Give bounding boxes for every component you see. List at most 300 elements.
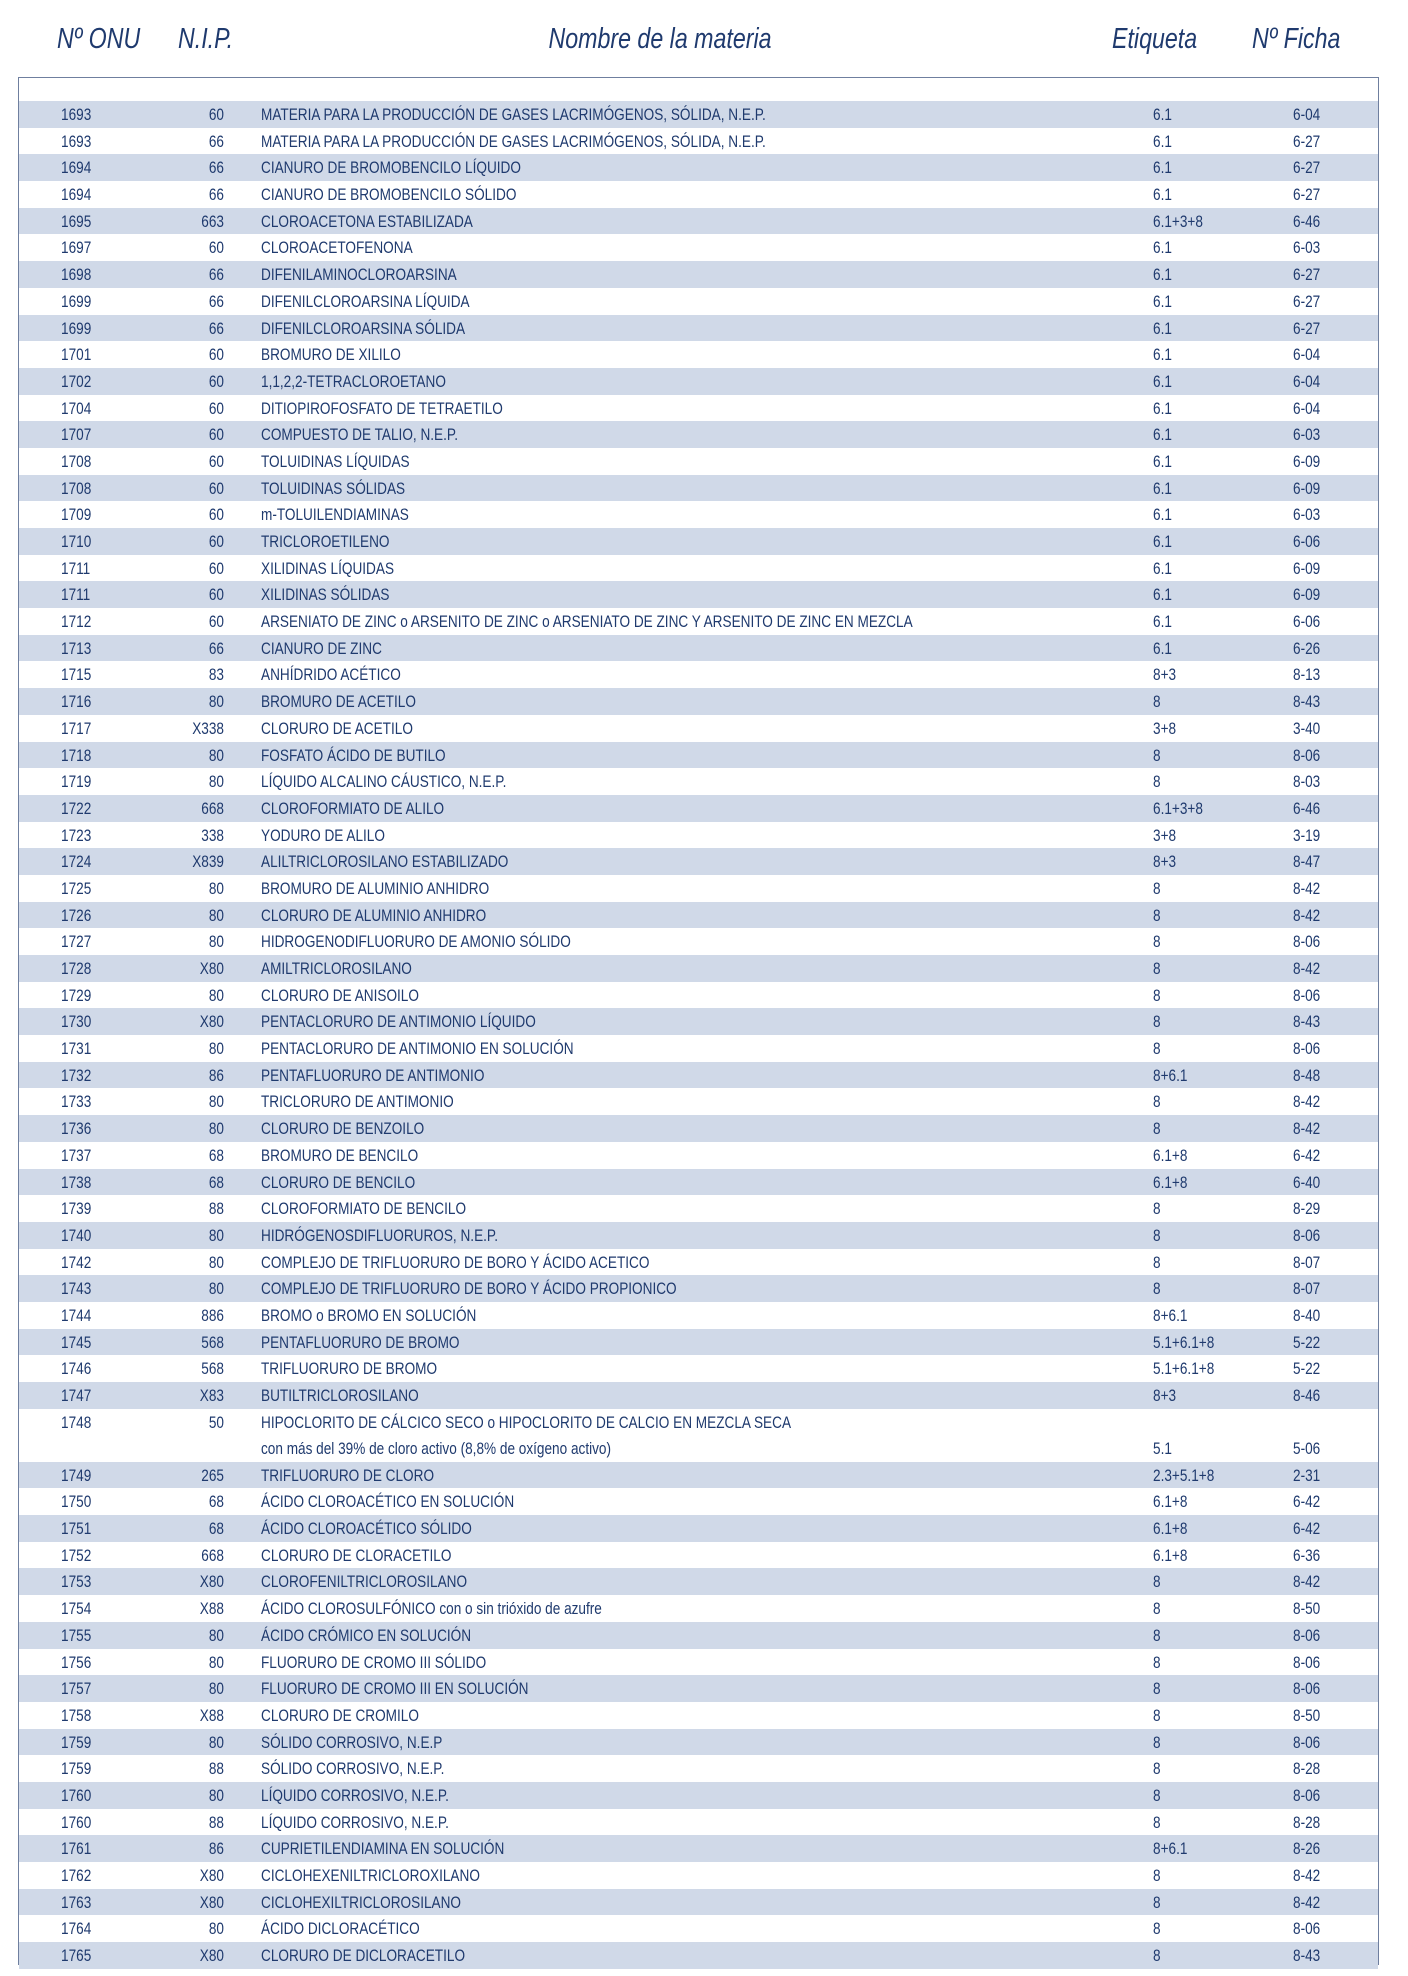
cell-ficha: 6-27 bbox=[1293, 291, 1321, 311]
cell-ficha: 6-09 bbox=[1293, 585, 1321, 605]
cell-name: CLOROFENILTRICLOROSILANO bbox=[261, 1572, 468, 1592]
table-row bbox=[19, 1355, 1378, 1382]
cell-ficha: 5-06 bbox=[1293, 1438, 1321, 1458]
cell-etiqueta: 6.1 bbox=[1153, 265, 1172, 285]
cell-name: TRICLOROETILENO bbox=[261, 532, 390, 551]
cell-name: CLORURO DE CLORACETILO bbox=[261, 1545, 452, 1565]
table-body bbox=[19, 101, 1378, 1969]
cell-etiqueta: 8 bbox=[1153, 1705, 1161, 1725]
cell-onu: 1756 bbox=[61, 1652, 92, 1672]
cell-onu: 1758 bbox=[61, 1705, 92, 1725]
cell-ficha: 8-06 bbox=[1293, 1919, 1321, 1939]
cell-nip: 68 bbox=[208, 1492, 224, 1512]
cell-name: CLORURO DE DICLORACETILO bbox=[261, 1946, 466, 1966]
table-row bbox=[19, 1942, 1378, 1969]
cell-nip: 66 bbox=[208, 265, 224, 285]
cell-ficha: 8-06 bbox=[1293, 1732, 1321, 1752]
cell-etiqueta: 5.1+6.1+8 bbox=[1153, 1359, 1215, 1379]
cell-ficha: 5-22 bbox=[1293, 1332, 1321, 1352]
cell-nip: 568 bbox=[201, 1332, 224, 1352]
cell-ficha: 3-40 bbox=[1293, 718, 1321, 738]
cell-etiqueta: 8 bbox=[1153, 772, 1161, 792]
cell-ficha: 8-06 bbox=[1293, 1652, 1321, 1672]
cell-ficha: 6-27 bbox=[1293, 265, 1321, 285]
table-row bbox=[19, 1782, 1378, 1809]
table-row bbox=[19, 1755, 1378, 1782]
table-row bbox=[19, 1249, 1378, 1276]
cell-ficha: 8-42 bbox=[1293, 959, 1321, 978]
cell-nip: 265 bbox=[201, 1465, 224, 1485]
cell-etiqueta: 8 bbox=[1153, 1625, 1161, 1645]
cell-ficha: 8-06 bbox=[1293, 1039, 1321, 1059]
cell-onu: 1763 bbox=[61, 1892, 92, 1912]
cell-name: DIFENILCLOROARSINA LÍQUIDA bbox=[261, 291, 470, 311]
cell-ficha: 6-04 bbox=[1293, 345, 1321, 365]
table-row bbox=[19, 688, 1378, 715]
cell-onu: 1743 bbox=[61, 1279, 92, 1299]
cell-nip: 80 bbox=[208, 1625, 224, 1645]
cell-nip: 80 bbox=[208, 1652, 224, 1672]
cell-ficha: 6-09 bbox=[1293, 558, 1321, 578]
materials-table bbox=[18, 77, 1379, 1965]
cell-nip: 338 bbox=[201, 825, 224, 845]
cell-nip: 60 bbox=[208, 585, 224, 605]
cell-ficha: 6-03 bbox=[1293, 238, 1321, 258]
cell-onu: 1764 bbox=[61, 1919, 92, 1939]
cell-name: CLORURO DE ACETILO bbox=[261, 718, 413, 738]
cell-name: HIDRÓGENOSDIFLUORUROS, N.E.P. bbox=[261, 1225, 499, 1245]
cell-onu: 1709 bbox=[61, 505, 92, 525]
cell-nip: 80 bbox=[208, 1092, 224, 1112]
cell-etiqueta: 8 bbox=[1153, 1866, 1161, 1885]
cell-onu: 1722 bbox=[61, 798, 92, 818]
table-row bbox=[19, 1115, 1378, 1142]
cell-onu: 1746 bbox=[61, 1359, 92, 1379]
cell-name: CLORURO DE BENZOILO bbox=[261, 1119, 425, 1139]
table-row bbox=[19, 1062, 1378, 1089]
cell-etiqueta: 6.1+8 bbox=[1153, 1492, 1188, 1512]
cell-onu: 1697 bbox=[61, 238, 92, 258]
cell-etiqueta: 6.1 bbox=[1153, 371, 1172, 391]
cell-onu: 1699 bbox=[61, 291, 92, 311]
table-row bbox=[19, 1515, 1378, 1542]
cell-nip: 80 bbox=[208, 1225, 224, 1245]
cell-onu: 1757 bbox=[61, 1679, 92, 1699]
cell-name: ALILTRICLOROSILANO ESTABILIZADO bbox=[261, 852, 509, 872]
cell-etiqueta: 6.1+3+8 bbox=[1153, 211, 1203, 231]
table-row bbox=[19, 1595, 1378, 1622]
cell-nip: 80 bbox=[208, 1679, 224, 1699]
cell-ficha: 6-42 bbox=[1293, 1519, 1321, 1539]
cell-etiqueta: 6.1+8 bbox=[1153, 1545, 1188, 1565]
table-row bbox=[19, 1088, 1378, 1115]
cell-etiqueta: 6.1+8 bbox=[1153, 1172, 1188, 1192]
cell-nip: 80 bbox=[208, 905, 224, 925]
cell-etiqueta: 8 bbox=[1153, 1946, 1161, 1966]
table-row bbox=[19, 181, 1378, 208]
table-row bbox=[19, 608, 1378, 635]
cell-name: CLORURO DE ANISOILO bbox=[261, 985, 419, 1005]
cell-name: XILIDINAS SÓLIDAS bbox=[261, 585, 390, 605]
cell-etiqueta: 8 bbox=[1153, 1599, 1161, 1619]
cell-etiqueta: 6.1 bbox=[1153, 158, 1172, 178]
cell-ficha: 6-40 bbox=[1293, 1172, 1321, 1192]
table-row bbox=[19, 1889, 1378, 1916]
cell-etiqueta: 6.1 bbox=[1153, 425, 1172, 445]
cell-etiqueta: 5.1 bbox=[1153, 1438, 1172, 1458]
cell-ficha: 3-19 bbox=[1293, 825, 1321, 845]
cell-onu: 1752 bbox=[61, 1545, 92, 1565]
cell-etiqueta: 6.1+3+8 bbox=[1153, 798, 1203, 818]
cell-nip: 80 bbox=[208, 1252, 224, 1272]
table-row bbox=[19, 128, 1378, 155]
cell-name: CLORURO DE ALUMINIO ANHIDRO bbox=[261, 905, 487, 925]
cell-name: CLORURO DE BENCILO bbox=[261, 1172, 416, 1192]
cell-onu: 1695 bbox=[61, 211, 92, 231]
cell-nip: 668 bbox=[201, 798, 224, 818]
cell-etiqueta: 8 bbox=[1153, 932, 1161, 952]
cell-name: LÍQUIDO CORROSIVO, N.E.P. bbox=[261, 1812, 449, 1832]
cell-name: FLUORURO DE CROMO III SÓLIDO bbox=[261, 1652, 487, 1672]
cell-onu: 1759 bbox=[61, 1732, 92, 1752]
cell-nip: 80 bbox=[208, 772, 224, 792]
cell-ficha: 8-06 bbox=[1293, 1225, 1321, 1245]
cell-ficha: 6-46 bbox=[1293, 798, 1321, 818]
cell-name: BUTILTRICLOROSILANO bbox=[261, 1386, 419, 1405]
table-row bbox=[19, 1195, 1378, 1222]
cell-etiqueta: 6.1 bbox=[1153, 638, 1172, 658]
cell-onu: 1744 bbox=[61, 1305, 92, 1325]
cell-nip: 60 bbox=[208, 505, 224, 525]
cell-nip: 60 bbox=[208, 105, 224, 124]
cell-ficha: 8-06 bbox=[1293, 1785, 1321, 1805]
cell-onu: 1748 bbox=[61, 1412, 92, 1432]
cell-ficha: 6-09 bbox=[1293, 478, 1321, 498]
cell-name: PENTACLORURO DE ANTIMONIO LÍQUIDO bbox=[261, 1012, 536, 1032]
cell-etiqueta: 8+6.1 bbox=[1153, 1065, 1188, 1085]
table-row bbox=[19, 1275, 1378, 1302]
cell-etiqueta: 8 bbox=[1153, 878, 1161, 898]
cell-onu: 1719 bbox=[61, 772, 92, 792]
cell-ficha: 8-28 bbox=[1293, 1812, 1321, 1832]
cell-etiqueta: 3+8 bbox=[1153, 718, 1177, 738]
cell-onu: 1712 bbox=[61, 612, 92, 632]
cell-nip: 60 bbox=[208, 478, 224, 498]
cell-etiqueta: 8 bbox=[1153, 1759, 1161, 1779]
table-row bbox=[19, 368, 1378, 395]
cell-etiqueta: 8 bbox=[1153, 1652, 1161, 1672]
cell-ficha: 6-04 bbox=[1293, 105, 1321, 124]
cell-nip: 66 bbox=[208, 291, 224, 311]
cell-onu: 1745 bbox=[61, 1332, 92, 1352]
cell-nip: 60 bbox=[208, 371, 224, 391]
cell-ficha: 5-22 bbox=[1293, 1359, 1321, 1379]
cell-name: PENTACLORURO DE ANTIMONIO EN SOLUCIÓN bbox=[261, 1039, 574, 1059]
table-row bbox=[19, 1302, 1378, 1329]
column-header-etiqueta: Etiqueta bbox=[1112, 23, 1198, 55]
cell-name: DIFENILAMINOCLOROARSINA bbox=[261, 265, 457, 285]
cell-ficha: 6-36 bbox=[1293, 1545, 1321, 1565]
table-row bbox=[19, 635, 1378, 662]
cell-ficha: 6-03 bbox=[1293, 425, 1321, 445]
cell-name: TOLUIDINAS SÓLIDAS bbox=[261, 478, 406, 498]
cell-ficha: 6-42 bbox=[1293, 1492, 1321, 1512]
table-row bbox=[19, 1649, 1378, 1676]
cell-name: BROMURO DE XILILO bbox=[261, 345, 401, 365]
cell-etiqueta: 6.1 bbox=[1153, 105, 1172, 124]
cell-ficha: 8-42 bbox=[1293, 878, 1321, 898]
cell-etiqueta: 6.1 bbox=[1153, 505, 1172, 525]
cell-ficha: 8-03 bbox=[1293, 772, 1321, 792]
cell-ficha: 8-46 bbox=[1293, 1386, 1321, 1405]
cell-name: ÁCIDO CLOROACÉTICO EN SOLUCIÓN bbox=[261, 1492, 515, 1512]
cell-ficha: 8-13 bbox=[1293, 665, 1321, 685]
cell-nip: 83 bbox=[208, 665, 224, 685]
cell-name: CIANURO DE BROMOBENCILO SÓLIDO bbox=[261, 185, 517, 205]
cell-onu: 1736 bbox=[61, 1119, 92, 1139]
cell-nip: 80 bbox=[208, 932, 224, 952]
cell-etiqueta: 8 bbox=[1153, 1812, 1161, 1832]
cell-ficha: 8-06 bbox=[1293, 932, 1321, 952]
table-row bbox=[19, 208, 1378, 235]
cell-onu: 1728 bbox=[61, 959, 92, 978]
cell-onu: 1727 bbox=[61, 932, 92, 952]
cell-nip: 80 bbox=[208, 1785, 224, 1805]
cell-onu: 1716 bbox=[61, 692, 92, 712]
cell-nip: 50 bbox=[208, 1412, 224, 1432]
cell-nip: X83 bbox=[199, 1386, 224, 1405]
cell-name: HIDROGENODIFLUORURO DE AMONIO SÓLIDO bbox=[261, 932, 571, 952]
cell-onu: 1738 bbox=[61, 1172, 92, 1192]
cell-name: CIANURO DE ZINC bbox=[261, 638, 382, 658]
cell-name: TRIFLUORURO DE CLORO bbox=[261, 1465, 435, 1485]
cell-etiqueta: 6.1 bbox=[1153, 451, 1172, 471]
cell-onu: 1717 bbox=[61, 718, 92, 738]
cell-onu: 1733 bbox=[61, 1092, 92, 1112]
cell-etiqueta: 8 bbox=[1153, 1092, 1161, 1112]
cell-ficha: 8-48 bbox=[1293, 1065, 1321, 1085]
cell-name: CIANURO DE BROMOBENCILO LÍQUIDO bbox=[261, 158, 521, 178]
cell-ficha: 6-06 bbox=[1293, 612, 1321, 632]
cell-onu: 1693 bbox=[61, 105, 92, 124]
cell-ficha: 8-50 bbox=[1293, 1599, 1321, 1619]
cell-name: m-TOLUILENDIAMINAS bbox=[261, 505, 409, 525]
cell-ficha: 8-26 bbox=[1293, 1839, 1321, 1859]
cell-etiqueta: 8 bbox=[1153, 1892, 1161, 1912]
cell-name: ÁCIDO CRÓMICO EN SOLUCIÓN bbox=[261, 1625, 472, 1645]
cell-nip: 86 bbox=[208, 1065, 224, 1085]
cell-etiqueta: 8+3 bbox=[1153, 1386, 1177, 1405]
cell-etiqueta: 8+6.1 bbox=[1153, 1305, 1188, 1325]
cell-onu: 1715 bbox=[61, 665, 92, 685]
table-row bbox=[19, 955, 1378, 982]
cell-name: YODURO DE ALILO bbox=[261, 825, 385, 845]
cell-etiqueta: 6.1+8 bbox=[1153, 1145, 1188, 1165]
cell-etiqueta: 6.1 bbox=[1153, 238, 1172, 258]
cell-name: TRIFLUORURO DE BROMO bbox=[261, 1359, 438, 1379]
cell-onu: 1702 bbox=[61, 371, 92, 391]
cell-ficha: 8-42 bbox=[1293, 1092, 1321, 1112]
cell-name: SÓLIDO CORROSIVO, N.E.P. bbox=[261, 1759, 445, 1779]
cell-onu: 1723 bbox=[61, 825, 92, 845]
table-row bbox=[19, 1702, 1378, 1729]
table-row bbox=[19, 1488, 1378, 1515]
cell-etiqueta: 8 bbox=[1153, 1919, 1161, 1939]
cell-etiqueta: 3+8 bbox=[1153, 825, 1177, 845]
cell-nip: 80 bbox=[208, 1919, 224, 1939]
cell-etiqueta: 8 bbox=[1153, 1119, 1161, 1139]
table-row bbox=[19, 1862, 1378, 1889]
cell-name: MATERIA PARA LA PRODUCCIÓN DE GASES LACRIMÓGENOS, SÓLIDA, N.E.P. bbox=[261, 105, 766, 124]
cell-nip: 80 bbox=[208, 1279, 224, 1299]
cell-onu: 1750 bbox=[61, 1492, 92, 1512]
cell-nip: X80 bbox=[199, 1866, 224, 1885]
cell-ficha: 6-27 bbox=[1293, 131, 1321, 151]
cell-nip: X80 bbox=[199, 1892, 224, 1912]
cell-onu: 1742 bbox=[61, 1252, 92, 1272]
table-row bbox=[19, 715, 1378, 742]
table-row bbox=[19, 1382, 1378, 1409]
cell-nip: 60 bbox=[208, 398, 224, 418]
cell-etiqueta: 8+3 bbox=[1153, 852, 1177, 872]
cell-onu: 1726 bbox=[61, 905, 92, 925]
cell-onu: 1753 bbox=[61, 1572, 92, 1592]
table-row bbox=[19, 421, 1378, 448]
table-row bbox=[19, 315, 1378, 342]
cell-name: FLUORURO DE CROMO III EN SOLUCIÓN bbox=[261, 1679, 529, 1699]
table-row bbox=[19, 1329, 1378, 1356]
cell-ficha: 8-07 bbox=[1293, 1252, 1321, 1272]
cell-ficha: 6-03 bbox=[1293, 505, 1321, 525]
table-row bbox=[19, 1568, 1378, 1595]
cell-onu: 1761 bbox=[61, 1839, 92, 1859]
cell-onu: 1693 bbox=[61, 131, 92, 151]
cell-name: ÁCIDO CLOROSULFÓNICO con o sin trióxido de azufre bbox=[261, 1599, 602, 1619]
cell-onu: 1749 bbox=[61, 1465, 92, 1485]
cell-nip: 886 bbox=[201, 1305, 224, 1325]
cell-name: 1,1,2,2-TETRACLOROETANO bbox=[261, 371, 446, 391]
cell-ficha: 8-47 bbox=[1293, 852, 1321, 872]
cell-onu: 1731 bbox=[61, 1039, 92, 1059]
cell-nip: 60 bbox=[208, 451, 224, 471]
cell-ficha: 6-04 bbox=[1293, 398, 1321, 418]
cell-etiqueta: 6.1 bbox=[1153, 291, 1172, 311]
cell-nip: 66 bbox=[208, 638, 224, 658]
cell-onu: 1737 bbox=[61, 1145, 92, 1165]
cell-name: CICLOHEXENILTRICLOROXILANO bbox=[261, 1866, 480, 1885]
cell-nip: 88 bbox=[208, 1759, 224, 1779]
cell-ficha: 8-29 bbox=[1293, 1199, 1321, 1219]
cell-ficha: 8-42 bbox=[1293, 905, 1321, 925]
cell-onu: 1713 bbox=[61, 638, 92, 658]
table-row bbox=[19, 1915, 1378, 1942]
cell-name: TRICLORURO DE ANTIMONIO bbox=[261, 1092, 454, 1112]
cell-ficha: 6-27 bbox=[1293, 318, 1321, 338]
cell-name: COMPLEJO DE TRIFLUORURO DE BORO Y ÁCIDO ACETICO bbox=[261, 1252, 650, 1272]
cell-etiqueta: 2.3+5.1+8 bbox=[1153, 1465, 1215, 1485]
cell-ficha: 8-06 bbox=[1293, 745, 1321, 765]
cell-name: CLOROACETONA ESTABILIZADA bbox=[261, 211, 473, 231]
cell-name: COMPLEJO DE TRIFLUORURO DE BORO Y ÁCIDO PROPIONICO bbox=[261, 1279, 677, 1299]
cell-nip: 80 bbox=[208, 745, 224, 765]
cell-nip: 80 bbox=[208, 692, 224, 712]
cell-onu: 1760 bbox=[61, 1785, 92, 1805]
cell-etiqueta: 8 bbox=[1153, 1785, 1161, 1805]
table-row bbox=[19, 1142, 1378, 1169]
cell-onu: 1701 bbox=[61, 345, 92, 365]
cell-etiqueta: 8 bbox=[1153, 1199, 1161, 1219]
cell-nip: 66 bbox=[208, 158, 224, 178]
cell-name: ÁCIDO DICLORACÉTICO bbox=[261, 1919, 420, 1939]
table-row bbox=[19, 1622, 1378, 1649]
cell-etiqueta: 8 bbox=[1153, 745, 1161, 765]
cell-etiqueta: 6.1+8 bbox=[1153, 1519, 1188, 1539]
cell-onu: 1711 bbox=[61, 585, 91, 605]
cell-etiqueta: 6.1 bbox=[1153, 345, 1172, 365]
column-header-onu: Nº ONU bbox=[57, 23, 141, 55]
cell-onu: 1755 bbox=[61, 1625, 92, 1645]
cell-ficha: 8-06 bbox=[1293, 985, 1321, 1005]
cell-name: PENTAFLUORURO DE BROMO bbox=[261, 1332, 460, 1352]
table-row bbox=[19, 768, 1378, 795]
cell-ficha: 8-42 bbox=[1293, 1892, 1321, 1912]
table-row bbox=[19, 1835, 1378, 1862]
cell-name: PENTAFLUORURO DE ANTIMONIO bbox=[261, 1065, 485, 1085]
cell-onu: 1759 bbox=[61, 1759, 92, 1779]
cell-etiqueta: 8 bbox=[1153, 692, 1161, 712]
cell-name: ANHÍDRIDO ACÉTICO bbox=[261, 665, 401, 685]
cell-onu: 1762 bbox=[61, 1866, 92, 1885]
cell-nip: X88 bbox=[199, 1599, 224, 1619]
cell-nip: X839 bbox=[192, 852, 224, 872]
cell-etiqueta: 6.1 bbox=[1153, 185, 1172, 205]
table-row bbox=[19, 1222, 1378, 1249]
cell-onu: 1732 bbox=[61, 1065, 92, 1085]
table-row bbox=[19, 475, 1378, 502]
cell-ficha: 8-06 bbox=[1293, 1679, 1321, 1699]
column-header-ficha: Nº Ficha bbox=[1252, 23, 1341, 55]
cell-etiqueta: 8+3 bbox=[1153, 665, 1177, 685]
cell-ficha: 6-26 bbox=[1293, 638, 1321, 658]
cell-etiqueta: 8 bbox=[1153, 1732, 1161, 1752]
cell-nip: 60 bbox=[208, 558, 224, 578]
cell-name: SÓLIDO CORROSIVO, N.E.P bbox=[261, 1732, 443, 1752]
cell-name: DITIOPIROFOSFATO DE TETRAETILO bbox=[261, 398, 503, 418]
cell-name: LÍQUIDO ALCALINO CÁUSTICO, N.E.P. bbox=[261, 772, 507, 792]
cell-nip: 663 bbox=[201, 211, 224, 231]
cell-nip: 88 bbox=[208, 1812, 224, 1832]
cell-nip: 80 bbox=[208, 1039, 224, 1059]
cell-onu: 1718 bbox=[61, 745, 92, 765]
cell-name: ÁCIDO CLOROACÉTICO SÓLIDO bbox=[261, 1519, 472, 1539]
cell-name: CLOROFORMIATO DE BENCILO bbox=[261, 1199, 467, 1219]
cell-ficha: 6-27 bbox=[1293, 185, 1321, 205]
cell-etiqueta: 6.1 bbox=[1153, 585, 1172, 605]
cell-etiqueta: 8 bbox=[1153, 959, 1161, 978]
cell-ficha: 6-06 bbox=[1293, 532, 1321, 551]
cell-onu: 1754 bbox=[61, 1599, 92, 1619]
cell-name: CLORURO DE CROMILO bbox=[261, 1705, 419, 1725]
cell-onu: 1699 bbox=[61, 318, 92, 338]
cell-nip: 668 bbox=[201, 1545, 224, 1565]
cell-ficha: 8-43 bbox=[1293, 692, 1321, 712]
table-row bbox=[19, 848, 1378, 875]
table-row bbox=[19, 448, 1378, 475]
cell-onu: 1708 bbox=[61, 478, 92, 498]
cell-onu: 1747 bbox=[61, 1386, 92, 1405]
column-header-name: Nombre de la materia bbox=[548, 23, 772, 55]
table-row bbox=[19, 581, 1378, 608]
